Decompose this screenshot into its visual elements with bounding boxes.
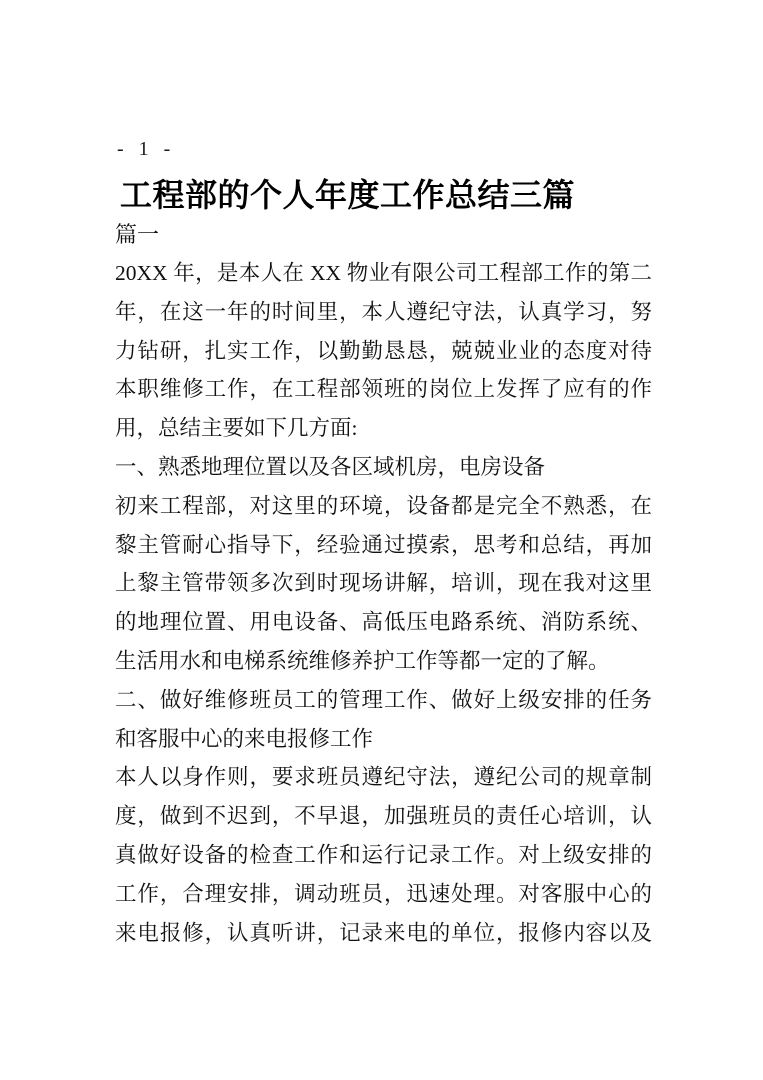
document-body <box>115 216 652 952</box>
section-label: 篇一 <box>115 222 160 247</box>
page-number: - 1 - <box>117 138 176 160</box>
paragraph-body-1: 初来工程部，对这里的环境，设备都是完全不熟悉，在黎主管耐心指导下，经验通过摸索，思考和总结，再加上黎主管带领多次到时现场讲解，培训，现在我对这里的地理位置、用电设备、高低压电路系统、消防系统、生活用水和电梯系统维修养护工作等都一定的了解。 <box>115 493 652 673</box>
paragraph-intro: 20XX 年，是本人在 XX 物业有限公司工程部工作的第二年，在这一年的时间里，本人遵纪守法，认真学习，努力钻研，扎实工作，以勤勤恳恳，兢兢业业的态度对待本职维修工作，在工程部领班的岗位上发挥了应有的作用，总结主要如下几方面: <box>115 261 652 441</box>
paragraph-heading-2: 二、做好维修班员工的管理工作、做好上级安排的任务和客服中心的来电报修工作 <box>115 687 652 751</box>
paragraph-heading-1: 一、熟悉地理位置以及各区域机房，电房设备 <box>115 454 546 479</box>
paragraph-body-2: 本人以身作则，要求班员遵纪守法，遵纪公司的规章制度，做到不迟到，不早退，加强班员的责任心培训，认真做好设备的检查工作和运行记录工作。对上级安排的工作，合理安排，调动班员，迅速处理。对客服中心的来电报修，认真听讲，记录来电的单位，报修内容以及 <box>115 765 652 945</box>
document-title: 工程部的个人年度工作总结三篇 <box>120 177 576 213</box>
